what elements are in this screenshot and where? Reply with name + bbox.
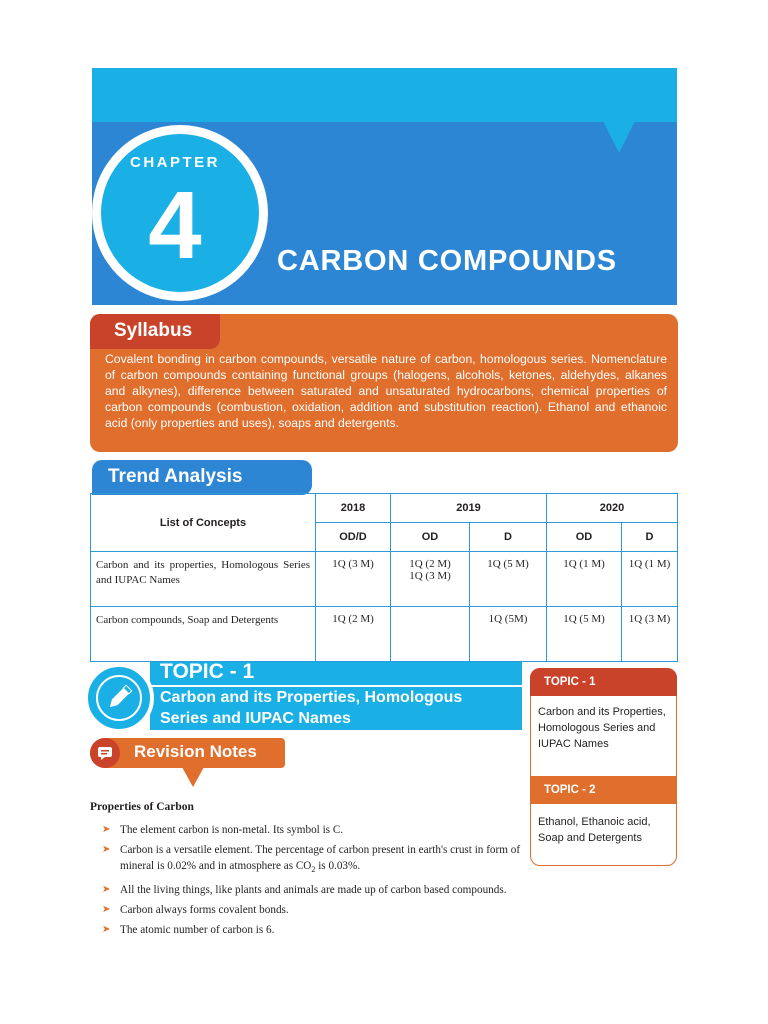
list-item-text: Carbon is a versatile element. The percentage of carbon present in earth's crust in form of mineral is 0.02% and in atmosphere as CO xyxy=(120,844,521,872)
chapter-banner-top xyxy=(92,68,677,122)
concept-cell: Carbon compounds, Soap and Detergents xyxy=(91,607,316,662)
exam-type-header: OD xyxy=(391,523,470,552)
topic-title xyxy=(160,687,462,729)
trend-analysis-heading: Trend Analysis xyxy=(108,466,243,487)
list-item-text: All the living things, like plants and animals are made up of carbon based compounds. xyxy=(120,884,507,897)
sidebar-topic1-text: Carbon and its Properties, Homologous Series and IUPAC Names xyxy=(538,706,666,750)
value-line: 1Q (3 M) xyxy=(409,570,451,582)
properties-heading: Properties of Carbon xyxy=(90,801,194,813)
list-item-text: Carbon always forms covalent bonds. xyxy=(120,904,289,917)
properties-list xyxy=(102,822,522,942)
chapter-title: CARBON COMPOUNDS xyxy=(277,245,617,277)
syllabus-heading: Syllabus xyxy=(114,320,193,341)
topic-label: TOPIC - 1 xyxy=(160,660,255,683)
arrow-bullet-icon: ➤ xyxy=(102,884,111,896)
revision-pointer-icon xyxy=(182,767,204,787)
concept-cell: Carbon and its properties, Homologous Series and IUPAC Names xyxy=(91,552,316,607)
sidebar-topic1-label: TOPIC - 1 xyxy=(544,676,596,688)
value-cell: 1Q (3 M) xyxy=(316,552,391,607)
banner-notch-icon xyxy=(603,121,635,153)
list-item xyxy=(102,842,522,878)
value-cell: 1Q (5M) xyxy=(470,607,547,662)
table-row xyxy=(91,552,678,607)
list-item-text-tail: is 0.03%. xyxy=(315,860,361,872)
sidebar-topic2-label: TOPIC - 2 xyxy=(544,784,596,796)
year-header: 2018 xyxy=(316,494,391,523)
value-line: 1Q (2 M) xyxy=(409,558,451,570)
year-header: 2019 xyxy=(391,494,547,523)
sidebar-topic2-text: Ethanol, Ethanoic acid, Soap and Detergents xyxy=(538,816,651,844)
value-cell: 1Q (1 M) xyxy=(622,552,678,607)
subscript: 2 xyxy=(311,865,316,875)
exam-type-header: OD xyxy=(547,523,622,552)
list-item xyxy=(102,882,522,898)
concepts-header: List of Concepts xyxy=(91,494,316,552)
value-cell: 1Q (5 M) xyxy=(547,607,622,662)
exam-type-header: OD/D xyxy=(316,523,391,552)
value-cell: 1Q (1 M) xyxy=(547,552,622,607)
arrow-bullet-icon: ➤ xyxy=(102,924,111,936)
pencil-icon xyxy=(99,678,139,718)
value-cell xyxy=(391,552,470,607)
list-item-text: The atomic number of carbon is 6. xyxy=(120,924,275,937)
list-item xyxy=(102,822,522,838)
list-item xyxy=(102,902,522,918)
exam-type-header: D xyxy=(622,523,678,552)
topic-title-line: Series and IUPAC Names xyxy=(160,710,351,727)
arrow-bullet-icon: ➤ xyxy=(102,824,111,835)
value-cell xyxy=(391,607,470,662)
arrow-bullet-icon: ➤ xyxy=(102,904,111,916)
syllabus-text: Covalent bonding in carbon compounds, versatile nature of carbon, homologous series. Nomenclature of carbon compounds containing functional groups (halogens, alcohols, ketones, aldehydes, alkanes and alkynes), difference between saturated and unsaturated hydrocarbons, chemical properties of carbon compounds (combustion, oxidation, addition and substitution reaction). Ethanol and ethanoic acid (only properties and uses), soaps and detergents. xyxy=(105,352,667,430)
chapter-label: CHAPTER xyxy=(129,154,220,171)
list-item xyxy=(102,922,522,938)
value-cell: 1Q (2 M) xyxy=(316,607,391,662)
list-item-text: The element carbon is non-metal. Its symbol is C. xyxy=(120,824,344,836)
value-cell: 1Q (3 M) xyxy=(622,607,678,662)
revision-notes-heading: Revision Notes xyxy=(134,742,257,761)
note-icon xyxy=(97,745,113,761)
exam-type-header: D xyxy=(470,523,547,552)
topic-title-line: Carbon and its Properties, Homologous xyxy=(160,689,463,706)
year-header: 2020 xyxy=(547,494,678,523)
trend-analysis-table xyxy=(90,493,678,662)
value-cell: 1Q (5 M) xyxy=(470,552,547,607)
arrow-bullet-icon: ➤ xyxy=(102,844,111,855)
table-header-row xyxy=(91,494,678,523)
table-row xyxy=(91,607,678,662)
chapter-number: 4 xyxy=(148,172,202,279)
